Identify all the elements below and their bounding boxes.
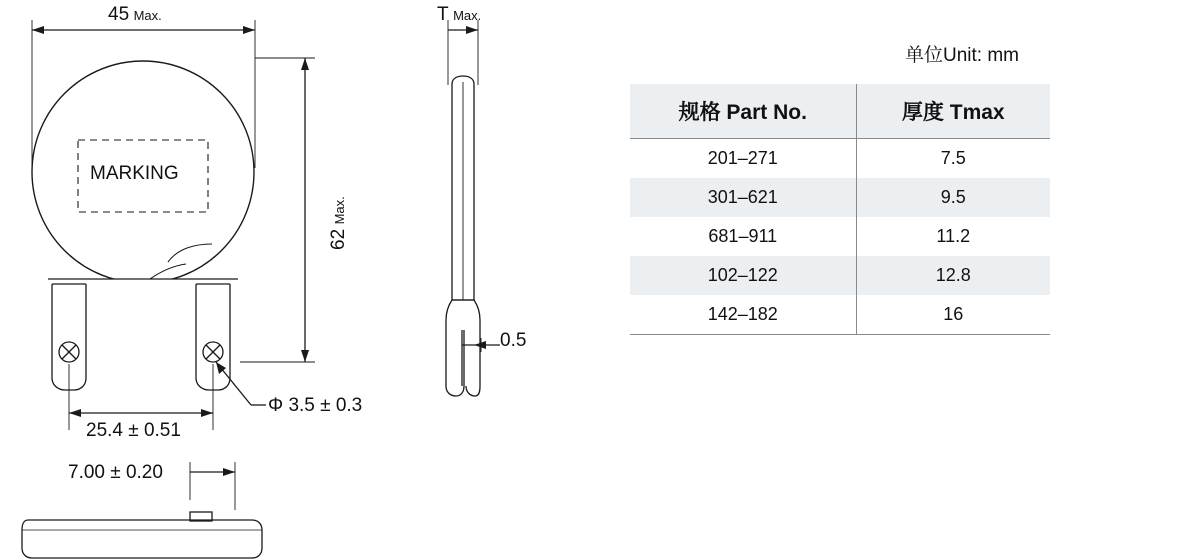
marking-label: MARKING	[90, 163, 179, 184]
front-view-width-label: 45 Max.	[108, 4, 162, 25]
bottom-view-depth-label: 7.00 ± 0.20	[68, 462, 163, 483]
hole-diameter-label: Φ 3.5 ± 0.3	[268, 395, 363, 416]
table-header-tmax: 厚度 Tmax	[856, 84, 1050, 139]
side-view-body	[446, 76, 480, 396]
cell-part-no: 301–621	[630, 178, 856, 217]
cell-tmax: 16	[856, 295, 1050, 335]
bottom-view-depth-dimension	[190, 462, 235, 510]
cell-part-no: 142–182	[630, 295, 856, 335]
cell-tmax: 9.5	[856, 178, 1050, 217]
spec-table	[630, 84, 1050, 335]
front-view-height-label: 62 Max.	[328, 196, 349, 250]
lead-spacing-label: 25.4 ± 0.51	[86, 420, 181, 441]
cell-tmax: 7.5	[856, 139, 1050, 179]
side-view-lead-thickness-dimension	[462, 338, 500, 352]
cell-part-no: 681–911	[630, 217, 856, 256]
bottom-view-body	[22, 512, 262, 558]
table-row	[630, 217, 1050, 256]
table-row	[630, 139, 1050, 179]
hole-diameter-leader	[216, 362, 266, 405]
cell-tmax: 12.8	[856, 256, 1050, 295]
cell-part-no: 102–122	[630, 256, 856, 295]
unit-note: 单位Unit: mm	[905, 45, 1020, 66]
front-view-disc-body	[20, 61, 270, 349]
lead-thickness-label: 0.5	[500, 330, 527, 351]
table-header-row	[630, 84, 1050, 139]
cell-tmax: 11.2	[936, 226, 971, 246]
cell-part-no: 201–271	[630, 139, 856, 179]
side-view-thickness-dimension	[448, 20, 478, 85]
side-view-thickness-label: T Max.	[437, 4, 482, 25]
table-row	[630, 178, 1050, 217]
table-header-part-no: 规格 Part No.	[630, 84, 856, 139]
table-row	[630, 295, 1050, 335]
table-row	[630, 256, 1050, 295]
